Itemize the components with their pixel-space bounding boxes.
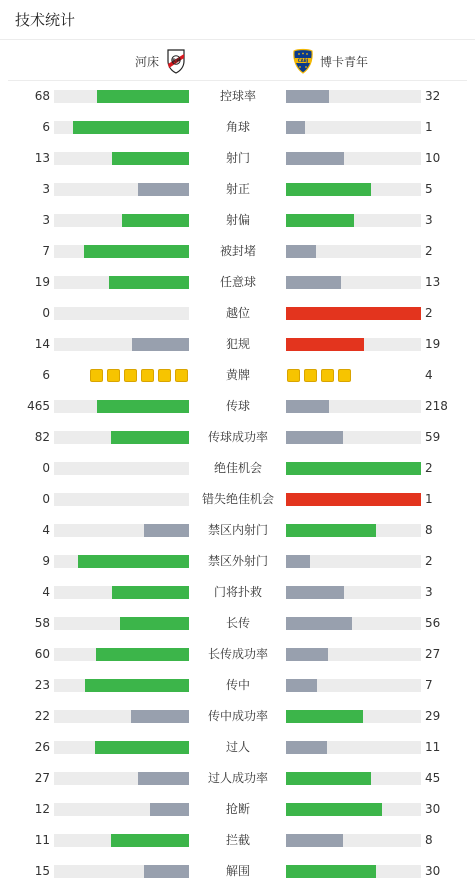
home-stat-value: 11 [34, 833, 50, 847]
away-stat-bar-fill [286, 121, 305, 134]
stat-row [0, 732, 475, 763]
home-stat-bar-fill [73, 121, 189, 134]
home-stat-bar-fill [138, 183, 189, 196]
away-stat-value: 1 [425, 120, 433, 134]
home-stat-value: 15 [34, 864, 50, 878]
yellow-card-icon [90, 369, 103, 382]
stat-label: 射正 [225, 182, 250, 196]
home-stat-bar-fill [144, 865, 189, 878]
away-stat-bar [286, 307, 421, 320]
home-stat-bar [54, 245, 189, 258]
stat-label: 错失绝佳机会 [201, 492, 274, 506]
home-stat-bar [54, 803, 189, 816]
home-stat-bar [54, 679, 189, 692]
home-stat-value: 3 [42, 213, 50, 227]
away-stat-bar [286, 772, 421, 785]
stat-label: 黄牌 [225, 368, 250, 382]
stat-label: 过人成功率 [207, 771, 268, 785]
stat-label: 越位 [225, 306, 250, 320]
stats-list [0, 81, 475, 887]
stat-label: 长传 [225, 616, 250, 630]
away-stat-bar [286, 183, 421, 196]
away-stat-value: 11 [425, 740, 441, 754]
stat-row [0, 360, 475, 391]
away-stat-value: 2 [425, 306, 433, 320]
home-stat-bar [54, 741, 189, 754]
stat-label: 过人 [225, 740, 250, 754]
home-stat-value: 14 [34, 337, 50, 351]
away-stat-bar [286, 245, 421, 258]
away-stat-value: 7 [425, 678, 433, 692]
away-stat-bar-fill [286, 803, 382, 816]
away-stat-value: 2 [425, 461, 433, 475]
home-stat-value: 465 [27, 399, 50, 413]
away-stat-value: 5 [425, 182, 433, 196]
away-team[interactable] [292, 48, 368, 74]
away-stat-bar-fill [286, 307, 421, 320]
away-stat-bar-fill [286, 772, 371, 785]
stat-label: 禁区内射门 [207, 523, 268, 537]
home-stat-bar [54, 276, 189, 289]
away-stat-bar [286, 524, 421, 537]
away-stat-bar-fill [286, 183, 371, 196]
away-stat-bar-fill [286, 462, 421, 475]
away-stat-bar [286, 741, 421, 754]
away-stat-bar [286, 834, 421, 847]
home-stat-bar-fill [111, 834, 189, 847]
home-stat-value: 27 [34, 771, 50, 785]
away-stat-value: 30 [425, 864, 441, 878]
home-yellow-cards [54, 369, 189, 382]
home-stat-bar [54, 710, 189, 723]
home-stat-bar [54, 648, 189, 661]
yellow-card-icon [338, 369, 351, 382]
stat-row [0, 856, 475, 887]
boca-juniors-crest-icon [292, 48, 314, 74]
away-stat-bar-fill [286, 431, 343, 444]
home-stat-bar-fill [150, 803, 189, 816]
home-stat-bar [54, 462, 189, 475]
stat-row [0, 329, 475, 360]
home-stat-bar-fill [97, 90, 189, 103]
away-stat-value: 2 [425, 244, 433, 258]
away-stat-bar [286, 431, 421, 444]
home-stat-value: 26 [34, 740, 50, 754]
stat-row [0, 763, 475, 794]
home-stat-value: 4 [42, 585, 50, 599]
away-stat-bar [286, 586, 421, 599]
away-stat-bar [286, 400, 421, 413]
away-stat-value: 8 [425, 523, 433, 537]
away-stat-bar-fill [286, 834, 343, 847]
home-stat-bar [54, 555, 189, 568]
away-stat-value: 3 [425, 585, 433, 599]
away-stat-value: 29 [425, 709, 441, 723]
home-stat-value: 0 [42, 492, 50, 506]
stat-row [0, 422, 475, 453]
home-stat-bar [54, 214, 189, 227]
yellow-card-icon [175, 369, 188, 382]
home-stat-bar-fill [138, 772, 189, 785]
away-stat-bar [286, 276, 421, 289]
away-stat-bar [286, 338, 421, 351]
away-stat-bar-fill [286, 152, 344, 165]
stat-row [0, 794, 475, 825]
stat-label: 传球 [225, 399, 250, 413]
stat-label: 禁区外射门 [207, 554, 268, 568]
yellow-card-icon [321, 369, 334, 382]
away-stat-bar [286, 152, 421, 165]
away-stat-value: 19 [425, 337, 441, 351]
home-stat-bar [54, 400, 189, 413]
home-stat-bar-fill [111, 431, 189, 444]
home-stat-bar-fill [144, 524, 189, 537]
home-stat-bar-fill [131, 710, 189, 723]
yellow-card-icon [141, 369, 154, 382]
away-stat-bar-fill [286, 865, 376, 878]
away-stat-bar-fill [286, 524, 376, 537]
away-stat-bar-fill [286, 617, 352, 630]
stat-row [0, 205, 475, 236]
away-stat-value: 32 [425, 89, 441, 103]
stat-row [0, 608, 475, 639]
stat-row [0, 236, 475, 267]
home-stat-bar [54, 431, 189, 444]
away-stat-value: 3 [425, 213, 433, 227]
home-stat-value: 12 [34, 802, 50, 816]
home-stat-bar-fill [122, 214, 190, 227]
stat-label: 绝佳机会 [213, 461, 262, 475]
home-stat-value: 58 [34, 616, 50, 630]
away-stat-value: 2 [425, 554, 433, 568]
home-stat-value: 7 [42, 244, 50, 258]
stat-label: 抢断 [225, 802, 250, 816]
stat-row [0, 670, 475, 701]
stat-label: 角球 [225, 120, 250, 134]
away-stat-bar-fill [286, 710, 363, 723]
away-stat-bar [286, 121, 421, 134]
home-stat-bar-fill [84, 245, 189, 258]
stat-row [0, 143, 475, 174]
away-stat-bar-fill [286, 741, 327, 754]
away-stat-value: 8 [425, 833, 433, 847]
teams-header [8, 40, 467, 81]
stat-label: 控球率 [219, 89, 256, 103]
yellow-card-icon [124, 369, 137, 382]
home-stat-bar [54, 338, 189, 351]
stat-label: 被封堵 [219, 244, 256, 258]
stat-label: 射偏 [225, 213, 250, 227]
away-stat-value: 1 [425, 492, 433, 506]
home-stat-bar [54, 152, 189, 165]
svg-text:CABJ: CABJ [297, 58, 309, 64]
stat-label: 传中成功率 [207, 709, 268, 723]
stat-row [0, 701, 475, 732]
svg-text:RP: RP [172, 58, 180, 65]
home-stat-bar-fill [112, 586, 189, 599]
yellow-card-icon [304, 369, 317, 382]
away-stat-value: 13 [425, 275, 441, 289]
away-stat-bar-fill [286, 679, 317, 692]
away-stat-bar-fill [286, 214, 354, 227]
home-stat-value: 60 [34, 647, 50, 661]
home-stat-value: 6 [42, 120, 50, 134]
stat-label: 门将扑救 [213, 585, 262, 599]
away-stat-bar-fill [286, 493, 421, 506]
home-stat-value: 82 [34, 430, 50, 444]
away-stat-bar [286, 462, 421, 475]
stat-label: 传中 [225, 678, 250, 692]
river-plate-crest-icon [165, 48, 187, 74]
stat-row [0, 484, 475, 515]
away-stat-bar [286, 90, 421, 103]
yellow-card-icon [158, 369, 171, 382]
away-yellow-cards [286, 369, 421, 382]
away-stat-bar [286, 493, 421, 506]
away-stat-bar [286, 648, 421, 661]
yellow-card-icon [107, 369, 120, 382]
away-stat-bar-fill [286, 90, 329, 103]
stat-row [0, 112, 475, 143]
home-stat-bar [54, 524, 189, 537]
home-stat-bar-fill [120, 617, 189, 630]
stat-label: 传球成功率 [207, 430, 268, 444]
away-stat-value: 59 [425, 430, 441, 444]
away-stat-bar-fill [286, 648, 328, 661]
stat-row [0, 298, 475, 329]
home-stat-value: 6 [42, 368, 50, 382]
away-stat-bar [286, 710, 421, 723]
yellow-card-icon [287, 369, 300, 382]
home-stat-bar [54, 307, 189, 320]
stat-row [0, 515, 475, 546]
stat-label: 任意球 [219, 275, 256, 289]
away-stat-bar [286, 214, 421, 227]
home-stat-bar-fill [95, 741, 190, 754]
away-stat-bar-fill [286, 338, 364, 351]
stat-row [0, 577, 475, 608]
home-stat-bar [54, 121, 189, 134]
away-stat-value: 45 [425, 771, 441, 785]
stat-label: 解围 [225, 864, 250, 878]
home-team-name: 河床 [134, 54, 159, 69]
away-stat-bar-fill [286, 276, 341, 289]
away-stat-value: 10 [425, 151, 441, 165]
page-title: 技术统计 [15, 11, 76, 29]
away-stat-value: 218 [425, 399, 448, 413]
away-stat-bar [286, 555, 421, 568]
home-stat-bar-fill [112, 152, 189, 165]
away-stat-bar-fill [286, 586, 344, 599]
home-stat-bar [54, 183, 189, 196]
home-stat-value: 23 [34, 678, 50, 692]
home-stat-bar-fill [132, 338, 189, 351]
stat-label: 射门 [225, 151, 250, 165]
home-stat-bar [54, 617, 189, 630]
home-stat-bar [54, 772, 189, 785]
away-stat-value: 4 [425, 368, 433, 382]
home-stat-bar [54, 493, 189, 506]
home-stat-value: 19 [34, 275, 50, 289]
home-stat-bar-fill [109, 276, 189, 289]
home-stat-value: 3 [42, 182, 50, 196]
home-stat-value: 0 [42, 461, 50, 475]
stats-header [0, 0, 475, 40]
home-stat-bar [54, 586, 189, 599]
home-stat-value: 9 [42, 554, 50, 568]
stat-row [0, 174, 475, 205]
stat-label: 犯规 [225, 337, 250, 351]
home-stat-bar-fill [85, 679, 189, 692]
home-stat-bar [54, 865, 189, 878]
away-stat-bar [286, 803, 421, 816]
stat-label: 拦截 [225, 833, 250, 847]
stat-row [0, 267, 475, 298]
stat-row [0, 639, 475, 670]
home-stat-bar-fill [97, 400, 189, 413]
home-stat-value: 13 [34, 151, 50, 165]
away-stat-value: 56 [425, 616, 441, 630]
away-stat-bar-fill [286, 245, 316, 258]
home-stat-value: 0 [42, 306, 50, 320]
home-stat-bar-fill [78, 555, 189, 568]
away-team-name: 博卡青年 [320, 54, 369, 69]
home-stat-value: 68 [34, 89, 50, 103]
home-stat-value: 4 [42, 523, 50, 537]
stat-row [0, 81, 475, 112]
stat-row [0, 825, 475, 856]
away-stat-bar [286, 617, 421, 630]
stat-label: 长传成功率 [207, 647, 268, 661]
away-stat-bar [286, 679, 421, 692]
away-stat-bar-fill [286, 555, 310, 568]
home-stat-bar-fill [96, 648, 189, 661]
away-stat-value: 27 [425, 647, 441, 661]
home-stat-value: 22 [34, 709, 50, 723]
stat-row [0, 453, 475, 484]
stat-row [0, 391, 475, 422]
stat-row [0, 546, 475, 577]
home-stat-bar [54, 90, 189, 103]
home-stat-bar [54, 834, 189, 847]
away-stat-bar [286, 865, 421, 878]
away-stat-value: 30 [425, 802, 441, 816]
home-team[interactable] [135, 48, 187, 74]
away-stat-bar-fill [286, 400, 329, 413]
